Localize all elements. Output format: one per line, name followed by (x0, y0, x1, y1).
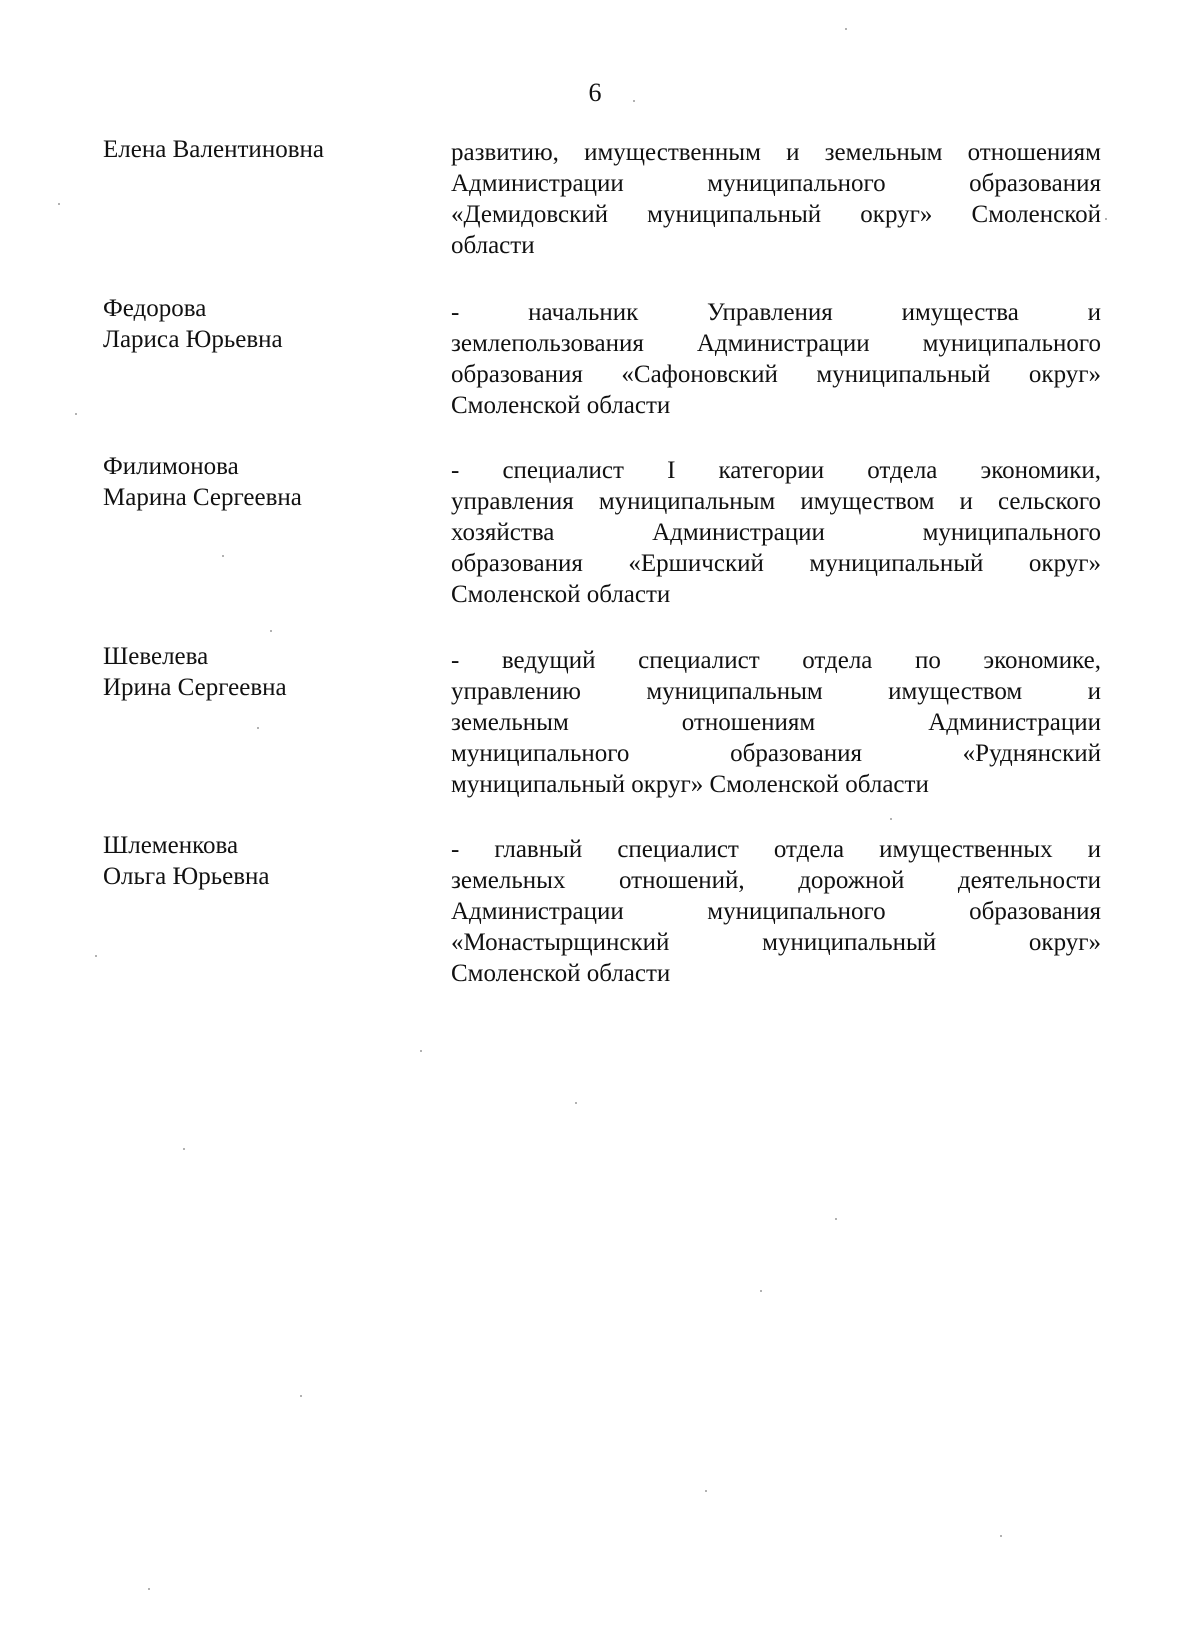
scan-speck (148, 1588, 150, 1590)
person-name-line: Ирина Сергеевна (103, 674, 287, 701)
scan-speck (257, 727, 259, 729)
scan-speck (890, 818, 892, 820)
scan-speck (270, 630, 272, 632)
position-line: земельным отношениям Администрации (451, 709, 1101, 736)
scan-speck (835, 1218, 837, 1220)
position-line: - главный специалист отдела имущественных и (451, 836, 1101, 863)
position-line: Смоленской области (451, 960, 671, 987)
position-line: - специалист I категории отдела экономики, (451, 457, 1101, 484)
person-position (451, 645, 1101, 800)
person-name-line: Марина Сергеевна (103, 484, 302, 511)
person-name-line: Филимонова (103, 453, 239, 480)
person-name-line: Лариса Юрьевна (103, 326, 283, 353)
person-name (103, 293, 403, 355)
position-line: Администрации муниципального образования (451, 898, 1101, 925)
person-name (103, 134, 403, 165)
position-line: управлению муниципальным имуществом и (451, 678, 1101, 705)
person-name-line: Елена Валентиновна (103, 136, 324, 163)
person-position (451, 455, 1101, 610)
position-line: «Монастырщинский муниципальный округ» (451, 929, 1101, 956)
scan-speck (760, 1290, 762, 1292)
person-position (451, 137, 1101, 261)
person-name (103, 830, 403, 892)
scan-speck (633, 100, 635, 102)
person-position (451, 297, 1101, 421)
scan-speck (75, 413, 77, 415)
position-line: земельных отношений, дорожной деятельности (451, 867, 1101, 894)
person-name (103, 641, 403, 703)
position-line: муниципального образования «Руднянский (451, 740, 1101, 767)
scan-speck (300, 1395, 302, 1397)
position-line: муниципальный округ» Смоленской области (451, 771, 929, 798)
position-line: - начальник Управления имущества и (451, 299, 1101, 326)
position-line: землепользования Администрации муниципального (451, 330, 1101, 357)
position-line: развитию, имущественным и земельным отношениям (451, 139, 1101, 166)
scan-speck (183, 1148, 185, 1150)
scan-speck (575, 1102, 577, 1104)
person-position (451, 834, 1101, 989)
scan-speck (705, 1490, 707, 1492)
scan-speck (58, 203, 60, 205)
position-line: «Демидовский муниципальный округ» Смоленской (451, 201, 1101, 228)
person-name-line: Шевелева (103, 643, 209, 670)
person-name-line: Ольга Юрьевна (103, 863, 270, 890)
person-name-line: Федорова (103, 295, 207, 322)
position-line: хозяйства Администрации муниципального (451, 519, 1101, 546)
position-line: управления муниципальным имуществом и сельского (451, 488, 1101, 515)
position-line: Администрации муниципального образования (451, 170, 1101, 197)
page-number: 6 (588, 78, 602, 107)
position-line: образования «Ершичский муниципальный округ» (451, 550, 1101, 577)
scan-speck (420, 1050, 422, 1052)
person-name (103, 451, 403, 513)
scan-speck (1105, 218, 1107, 220)
position-line: Смоленской области (451, 392, 671, 419)
scan-speck (845, 28, 847, 30)
position-line: Смоленской области (451, 581, 671, 608)
person-name-line: Шлеменкова (103, 832, 239, 859)
position-line: - ведущий специалист отдела по экономике, (451, 647, 1101, 674)
scan-speck (1000, 1535, 1002, 1537)
position-line: образования «Сафоновский муниципальный округ» (451, 361, 1101, 388)
scan-speck (222, 555, 224, 557)
scan-speck (95, 955, 97, 957)
position-line: области (451, 232, 535, 259)
